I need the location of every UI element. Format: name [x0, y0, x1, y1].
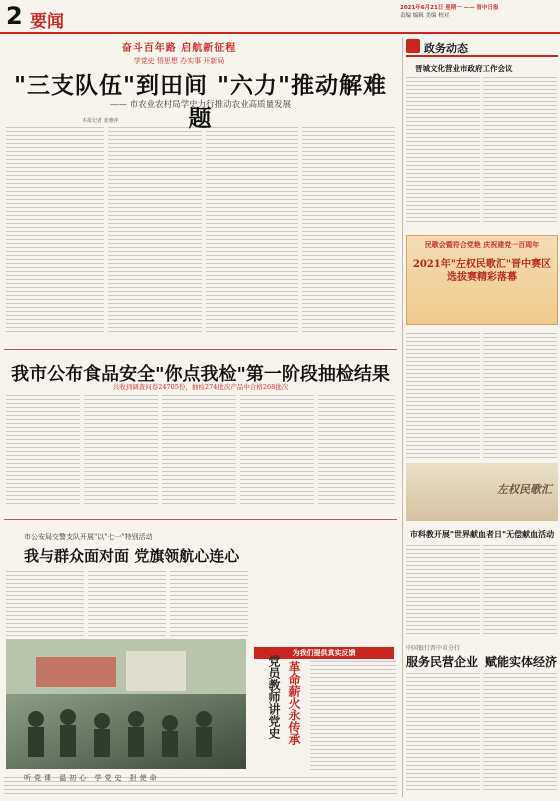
folk-column-1: [406, 333, 480, 458]
police-photo: [6, 639, 246, 769]
lead-column-3: [206, 127, 298, 332]
vertical-title-1: 党员教师讲党史: [267, 655, 281, 739]
politics-item-title: 晋城文化营业市政府工作会议: [415, 64, 513, 73]
lead-column-4: [302, 127, 395, 332]
teacher-story-column: [310, 661, 396, 773]
section-title: 要闻: [30, 12, 64, 32]
food-column-2: [84, 395, 158, 507]
police-title: 我与群众面对面 党旗领航心连心: [24, 547, 240, 565]
police-column-1: [6, 571, 84, 637]
food-column-1: [6, 395, 80, 507]
politics-section-header: [406, 37, 558, 57]
lead-banner: [74, 39, 284, 63]
blood-column-1: [406, 545, 480, 635]
politics-column-1: [406, 77, 480, 225]
banner-slogan: 奋斗百年路 启航新征程: [121, 43, 237, 54]
lead-title: "三支队伍"到田间 "六力"推动解难题: [14, 72, 387, 132]
police-kicker: 市公安局交警支队开展"以"七一"特别活动: [24, 533, 153, 541]
politics-label: 政务动态: [424, 42, 468, 55]
food-column-4: [240, 395, 314, 507]
food-column-5: [318, 395, 395, 507]
lead-byline: 本报记者 张雅萍: [82, 118, 119, 124]
page-number: 2: [6, 2, 23, 30]
bank-column-1: [406, 673, 480, 791]
folk-song-banner: [406, 235, 558, 325]
food-column-3: [162, 395, 236, 507]
lead-column-2: [108, 127, 202, 332]
main-news-area: [4, 37, 397, 797]
bank-column-2: [483, 673, 557, 791]
blood-column-2: [483, 545, 557, 635]
police-column-3: [170, 571, 248, 637]
food-safety-title: 我市公布食品安全"你点我检"第一阶段抽检结果: [11, 364, 390, 385]
masthead-meta: [400, 4, 555, 20]
bank-title-right: 赋能实体经济: [485, 655, 558, 669]
blood-donation-title: 市科教开展"世界献血者日"无偿献血活动: [409, 529, 555, 539]
folk-column-2: [483, 333, 557, 458]
divider: [4, 519, 397, 520]
folk-song-caption: 左权民歌汇: [497, 483, 552, 496]
masthead-date: 2021年6月21日 星期一 —— 晋中日报: [400, 5, 499, 11]
bank-kicker: 中国银行晋中市分行: [406, 645, 461, 652]
police-column-2: [88, 571, 166, 637]
folk-song-photo: [406, 463, 558, 521]
banner-subslogan: 学党史 悟思想 办实事 开新局: [133, 57, 225, 65]
lead-subtitle: —— 市农业农村局学史力行推动农业高质量发展: [109, 100, 292, 110]
police-slogans: 听党课 温初心 学党史 担使命: [24, 774, 160, 782]
politics-icon: [406, 39, 420, 53]
bank-title-left: 服务民营企业: [406, 655, 479, 669]
folk-song-kicker: 民歌会暨符合党艳 庆祝建党一百周年: [424, 240, 540, 249]
feature-box-header: 为我们提供真实反馈: [254, 647, 394, 659]
politics-column-2: [483, 77, 557, 225]
vertical-title-2: 革命薪火永传承: [287, 661, 301, 745]
divider: [4, 349, 397, 350]
food-safety-subtitle: 共收到调查问卷24705份，抽检274批次产品中合格268批次: [112, 383, 289, 391]
lead-column-1: [6, 127, 104, 332]
newspaper-header: [0, 0, 560, 34]
crowd-photo-illustration: [6, 639, 246, 769]
masthead-editors: 责编 编辑 美编 校对: [400, 13, 450, 19]
folk-song-title: 2021年"左权民歌汇"晋中赛区选拔赛精彩落幕: [412, 259, 552, 283]
right-sidebar: [402, 37, 558, 797]
photo-caption: [4, 777, 397, 797]
